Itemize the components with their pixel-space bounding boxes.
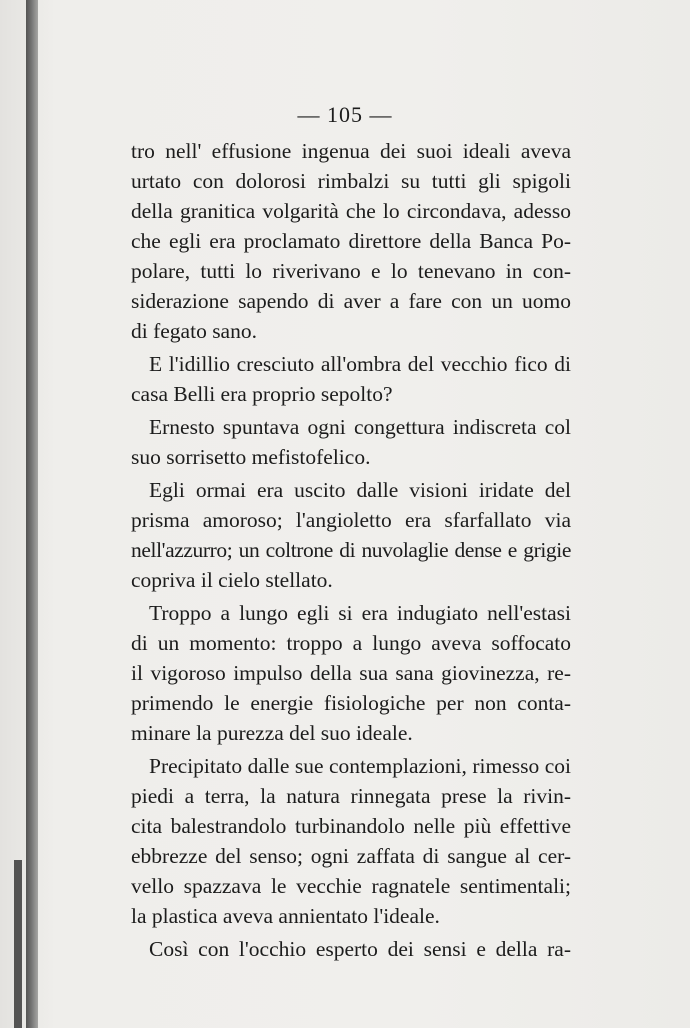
body-text xyxy=(131,136,571,964)
text-line: nell'azzurro; un coltrone di nuvolaglie dense e grigie xyxy=(131,538,571,562)
paragraph xyxy=(131,349,571,409)
text-line: ebbrezze del senso; ogni zaffata di sangue al cer- xyxy=(131,844,571,868)
text-line: la plastica aveva annientato l'ideale. xyxy=(131,904,440,928)
text-line: primendo le energie fisiologiche per non conta- xyxy=(131,691,571,715)
text-line: minare la purezza del suo ideale. xyxy=(131,721,413,745)
page-number: — 105 — xyxy=(297,102,393,127)
text-line: vello spazzava le vecchie ragnatele sentimentali; xyxy=(131,874,571,898)
text-line: Precipitato dalle sue contemplazioni, rimesso coi xyxy=(149,754,571,778)
text-line: di un momento: troppo a lungo aveva soffocato xyxy=(131,631,571,655)
text-line: E l'idillio cresciuto all'ombra del vecchio fico di xyxy=(149,352,571,376)
paragraph xyxy=(131,136,571,346)
text-line: suo sorrisetto mefistofelico. xyxy=(131,445,371,469)
text-line: Egli ormai era uscito dalle visioni iridate del xyxy=(149,478,571,502)
text-line: il vigoroso impulso della sua sana giovinezza, re- xyxy=(131,661,571,685)
paragraph xyxy=(131,475,571,595)
text-line: copriva il cielo stellato. xyxy=(131,568,333,592)
text-line: Così con l'occhio esperto dei sensi e della ra- xyxy=(149,937,571,961)
text-line: urtato con dolorosi rimbalzi su tutti gli spigoli xyxy=(131,169,571,193)
text-line: prisma amoroso; l'angioletto era sfarfallato via xyxy=(131,508,571,532)
text-line: siderazione sapendo di aver a fare con un uomo xyxy=(131,289,571,313)
text-line: polare, tutti lo riverivano e lo tenevano in con- xyxy=(131,259,571,283)
text-line: casa Belli era proprio sepolto? xyxy=(131,382,393,406)
paragraph xyxy=(131,934,571,964)
text-line: Ernesto spuntava ogni congettura indiscreta col xyxy=(149,415,571,439)
book-edge-shadow xyxy=(14,860,22,1028)
text-line: della granitica volgarità che lo circondava, adesso xyxy=(131,199,571,223)
text-line: piedi a terra, la natura rinnegata prese la rivin- xyxy=(131,784,571,808)
paragraph xyxy=(131,751,571,931)
book-spine-shadow xyxy=(26,0,38,1028)
text-line: che egli era proclamato direttore della Banca Po- xyxy=(131,229,571,253)
text-line: tro nell' effusione ingenua dei suoi ideali aveva xyxy=(131,139,571,163)
text-line: Troppo a lungo egli si era indugiato nell'estasi xyxy=(149,601,571,625)
text-line: cita balestrandolo turbinandolo nelle più effettive xyxy=(131,814,571,838)
text-line: di fegato sano. xyxy=(131,319,257,343)
paragraph xyxy=(131,598,571,748)
paragraph xyxy=(131,412,571,472)
